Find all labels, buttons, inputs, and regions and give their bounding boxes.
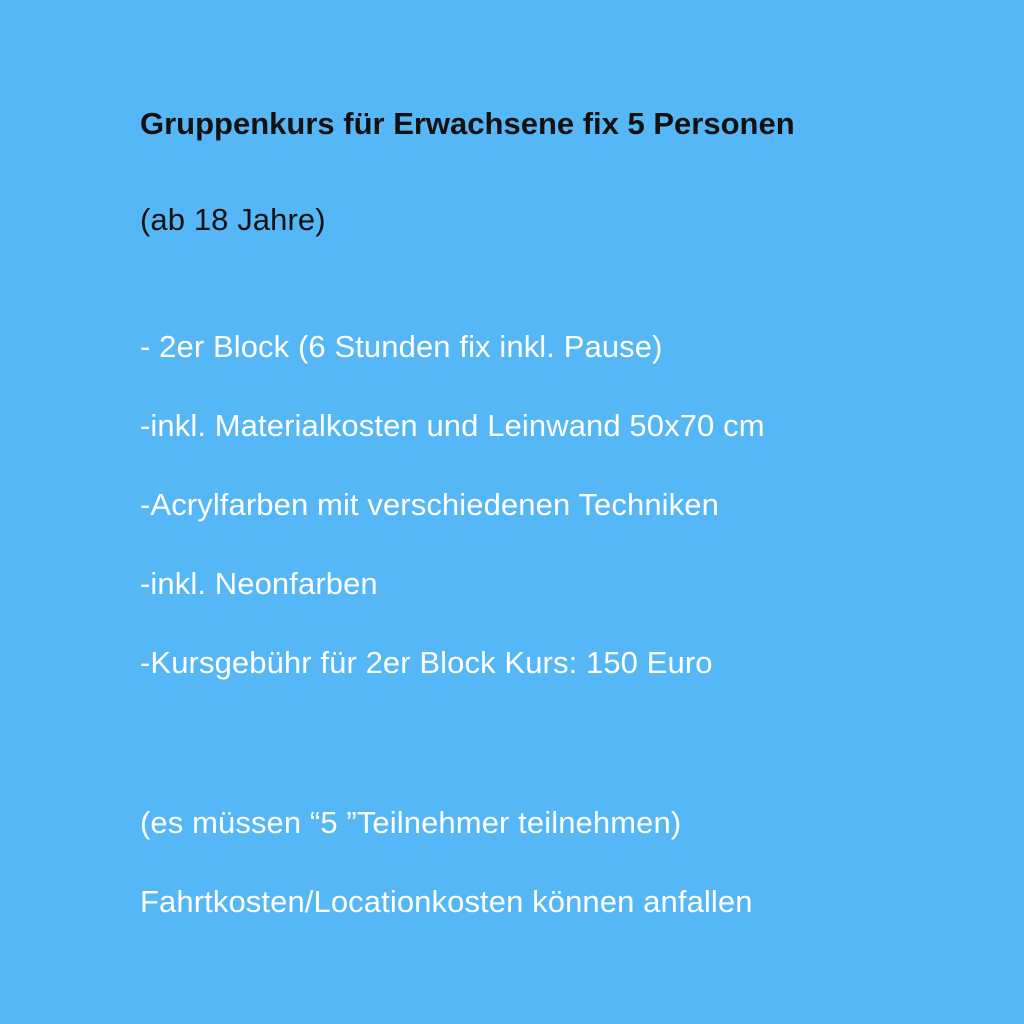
bullet-neon-colors: -inkl. Neonfarben (140, 566, 378, 601)
age-requirement: (ab 18 Jahre) (140, 202, 326, 237)
bullet-block-duration: - 2er Block (6 Stunden fix inkl. Pause) (140, 329, 663, 364)
bullet-course-fee: -Kursgebühr für 2er Block Kurs: 150 Euro (140, 645, 713, 680)
participants-note: (es müssen “5 ”Teilnehmer teilnehmen) (140, 805, 682, 840)
bullet-acrylic-techniques: -Acrylfarben mit verschiedenen Techniken (140, 487, 719, 522)
course-title: Gruppenkurs für Erwachsene fix 5 Personen (140, 106, 795, 141)
extra-costs-note: Fahrtkosten/Locationkosten können anfallen (140, 884, 753, 919)
bullet-materials: -inkl. Materialkosten und Leinwand 50x70 cm (140, 408, 765, 443)
